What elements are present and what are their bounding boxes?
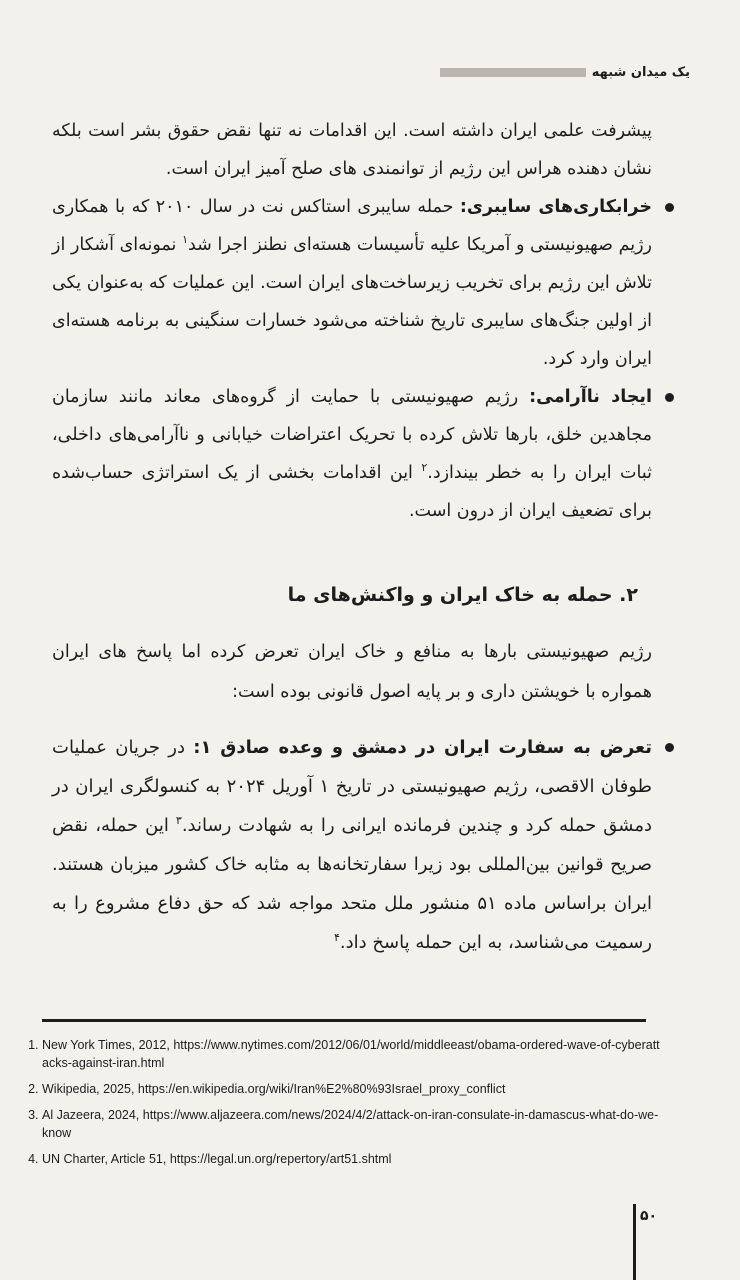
body-text <box>52 112 652 530</box>
bullet-text: حمله سایبری استاکس نت در سال ۲۰۱۰ که با همکاری رژیم صهیونیستی و آمریکا علیه تأسیسات هسته‌ای نطنز اجرا شد <box>52 197 652 255</box>
bullet-unrest <box>52 378 652 530</box>
bullet-heading: تعرض به سفارت ایران در دمشق و وعده صادق ۱: <box>193 737 652 758</box>
intro-paragraph: پیشرفت علمی ایران داشته است. این اقدامات نه تنها نقض حقوق بشر است بلکه نشان دهنده هراس این رژیم از توانمندی های صلح آمیز ایران است. <box>52 121 652 179</box>
bullet-dot <box>665 393 674 402</box>
page-number-bar <box>633 1204 636 1280</box>
bullet-text-cont: این حمله، نقض صریح قوانین بین‌المللی بود زیرا سفارتخانه‌ها به مثابه خاک کشور میزبان هستند. ایران براساس ماده ۵۱ منشور ملل متحد مواجه شد که حق دفاع مشروع را به رسمیت می‌شناسد، به این حمله پاسخ داد. <box>52 815 652 953</box>
bullet-heading: ایجاد ناآرامی: <box>529 387 652 407</box>
footnotes <box>22 1036 662 1176</box>
footnote-ref[interactable]: ۲ <box>421 461 428 475</box>
footnote-rule <box>42 1019 646 1022</box>
footnote-item: 3. Al Jazeera, 2024, https://www.aljazeera.com/news/2024/4/2/attack-on-iran-consulate-in-damascus-what-do-we-know <box>42 1106 662 1142</box>
bullet-text: رژیم صهیونیستی با حمایت از گروه‌های معاند مانند سازمان مجاهدین خلق، بارها تلاش کرده با تحریک اعتراضات خیابانی و ناآرامی‌های داخلی، ثبات ایران را به خطر بیندازد. <box>52 387 652 483</box>
bullet-dot <box>665 203 674 212</box>
footnote-item: 2. Wikipedia, 2025, https://en.wikipedia.org/wiki/Iran%E2%80%93Israel_proxy_conflict <box>42 1080 662 1098</box>
footnote-ref[interactable]: ۳ <box>175 814 182 827</box>
footnote-ref[interactable]: ۱ <box>182 233 188 247</box>
running-head <box>440 62 690 82</box>
running-head-label: یک میدان شبهه <box>591 64 690 80</box>
bullet-heading: خرابکاری‌های سایبری: <box>459 197 652 217</box>
footnote-ref[interactable]: ۴ <box>334 931 340 944</box>
footnote-item: 4. UN Charter, Article 51, https://legal.un.org/repertory/art51.shtml <box>42 1150 662 1168</box>
section-intro-paragraph: رژیم صهیونیستی بارها به منافع و خاک ایران تعرض کرده اما پاسخ های ایران همواره با خویشتن داری و بر پایه اصول قانونی بوده است: <box>52 642 652 702</box>
bullet-text-cont: نمونه‌ای آشکار از تلاش این رژیم برای تخریب زیرساخت‌های ایران است. این عملیات که به‌عنوان یکی از اولین جنگ‌های سایبری تاریخ شناخته می‌شود خسارات سنگینی به برنامه هسته‌ای ایران وارد کرد. <box>52 235 652 369</box>
bullet-text: در جریان عملیات طوفان الاقصی، رژیم صهیونیستی در تاریخ ۱ آوریل ۲۰۲۴ به کنسولگری ایران در دمشق حمله کرد و چندین فرمانده ایرانی را به شهادت رساند. <box>52 737 652 836</box>
section-intro <box>52 632 652 712</box>
bullet-cyber-sabotage <box>52 188 652 378</box>
section-heading: ۲. حمله به خاک ایران و واکنش‌های ما <box>287 584 638 606</box>
bullet-text-cont: این اقدامات بخشی از یک استراتژی حساب‌شده برای تضعیف ایران از درون است. <box>52 463 652 521</box>
bullet-damascus-embassy <box>52 728 652 962</box>
section-list <box>52 728 652 962</box>
footnote-item: 1. New York Times, 2012, https://www.nytimes.com/2012/06/01/world/middleeast/obama-ordered-wave-of-cyberattacks-against-iran.html <box>42 1036 662 1072</box>
running-head-bar <box>440 68 586 77</box>
page-number: ۵۰ <box>640 1208 658 1224</box>
bullet-dot <box>665 743 674 752</box>
